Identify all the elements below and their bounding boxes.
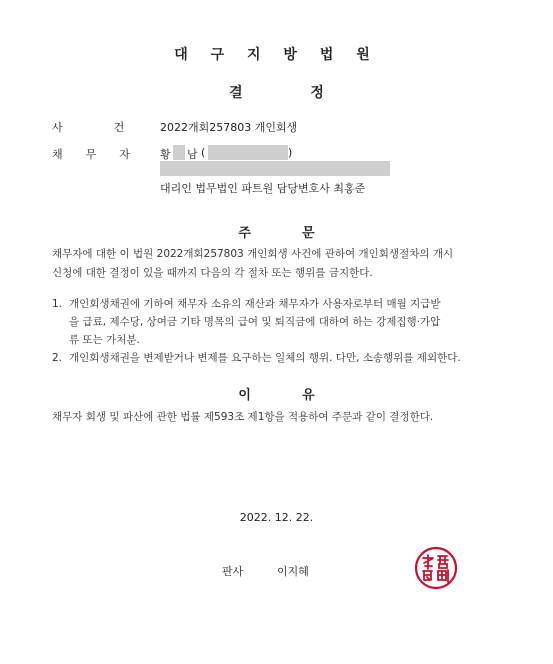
case-label-char-2: 건: [113, 121, 125, 134]
order-item-1-number: 1.: [52, 298, 63, 310]
debtor-name-last: 남: [187, 148, 198, 161]
decision-date: 2022. 12. 22.: [239, 511, 314, 524]
reason-title-char-1: 이: [238, 388, 251, 403]
order-item-1-line-1: 개인회생채권에 기하여 채무자 소유의 재산과 채무자가 사용자로부터 매월 지급받: [69, 298, 441, 310]
order-item-1-line-2: 을 급료, 제수당, 상여금 기타 명목의 급여 및 퇴직금에 대하여 하는 강제집행·가압: [69, 316, 441, 328]
debtor-name-first: 황: [160, 148, 171, 161]
order-title: [0, 222, 553, 241]
case-number: 2022개회257803 개인회생: [160, 121, 298, 134]
redaction-name: [173, 145, 185, 160]
order-item-2-line-1: 개인회생채권을 변제받거나 변제를 요구하는 일체의 행위. 다만, 소송행위를 제외한다.: [69, 352, 461, 364]
order-item-2-number: 2.: [52, 352, 63, 364]
order-title-char-1: 주: [238, 226, 251, 241]
paren-close: ): [288, 146, 293, 159]
order-item-1-line-3: 류 또는 가처분.: [69, 334, 140, 346]
judge-seal-stamp: [414, 546, 458, 590]
reason-title-char-2: 유: [302, 388, 315, 403]
judge-title: 판사: [222, 565, 244, 578]
order-intro-line-1: 채무자에 대한 이 법원 2022개회257803 개인회생 사건에 관하여 개인회생절차의 개시: [52, 248, 454, 260]
redaction-id: [208, 145, 288, 160]
document-type-char-1: 결: [229, 85, 243, 101]
reason-text: 채무자 회생 및 파산에 관한 법률 제593조 제1항을 적용하여 주문과 같이 결정한다.: [52, 411, 434, 423]
redaction-address: [160, 161, 390, 176]
paren-open: (: [201, 146, 206, 159]
court-name: 대 구 지 방 법 원: [174, 47, 379, 63]
document-type-char-2: 정: [310, 85, 324, 101]
document-type: [0, 82, 553, 102]
judge-name: 이지혜: [277, 565, 309, 578]
debtor-label: [52, 146, 130, 162]
order-intro-line-2: 신청에 대한 결정이 있을 때까지 다음의 각 절차 또는 행위를 금지한다.: [52, 267, 373, 279]
order-title-char-2: 문: [302, 226, 315, 241]
case-label-char-1: 사: [52, 121, 63, 134]
debtor-label-char-2: 무: [85, 148, 97, 161]
debtor-label-char-3: 자: [119, 148, 130, 161]
debtor-label-char-1: 채: [52, 148, 63, 161]
reason-title: [0, 384, 553, 403]
debtor-representative: 대리인 법무법인 파트원 담당변호사 최홍준: [160, 182, 366, 195]
case-label: [52, 119, 124, 135]
